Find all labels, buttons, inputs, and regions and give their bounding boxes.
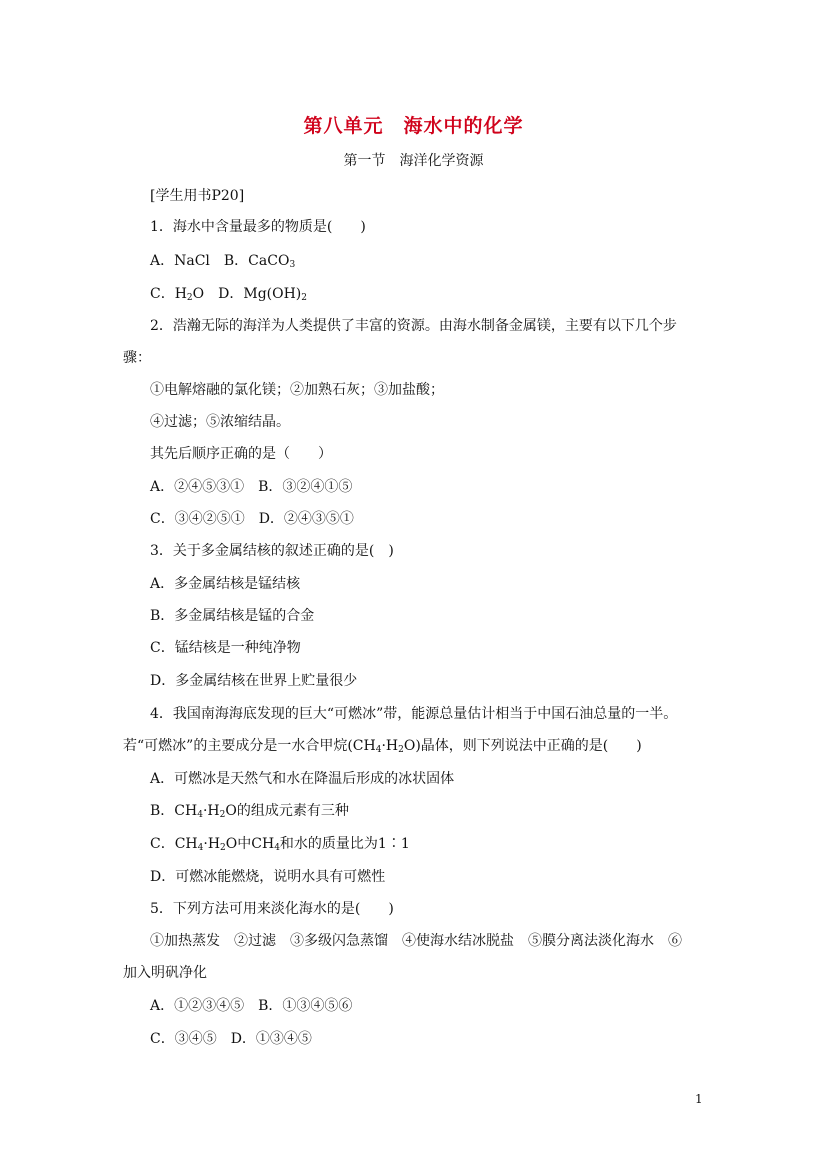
question-3-option-c: C．锰结核是一种纯净物 <box>150 640 301 656</box>
question-2-options-ab: A．②④⑤③① B．③②④①⑤ <box>150 479 353 495</box>
question-3-option-b: B．多金属结核是锰的合金 <box>150 608 315 624</box>
unit-title: 第八单元 海水中的化学 <box>303 115 524 137</box>
question-4-option-d: D．可燃冰能燃烧，说明水具有可燃性 <box>150 869 386 885</box>
question-2-ask: 其先后顺序正确的是（ ） <box>150 446 332 462</box>
question-3-option-a: A．多金属结核是锰结核 <box>150 576 301 592</box>
question-4-stem-line2: 若“可燃冰”的主要成分是一水合甲烷$(CH_4\cdot H_2O)$晶体，则下列说法中正确的是( ) <box>123 738 642 755</box>
question-5-methods-line2: 加入明矾净化 <box>123 965 207 981</box>
question-3-stem: 3．关于多金属结核的叙述正确的是( ) <box>150 543 394 559</box>
question-5-methods-line1: ①加热蒸发 ②过滤 ③多级闪急蒸馏 ④使海水结冰脱盐 ⑤膜分离法淡化海水 ⑥ <box>150 933 682 949</box>
question-2-stem-line1: 2．浩瀚无际的海洋为人类提供了丰富的资源。由海水制备金属镁，主要有以下几个步 <box>150 318 677 334</box>
book-reference: [学生用书P20] <box>150 188 245 204</box>
question-1-stem: 1．海水中含量最多的物质是( ) <box>150 219 366 235</box>
question-4-stem-line1: 4．我国南海海底发现的巨大“可燃冰”带，能源总量估计相当于中国石油总量的一半。 <box>150 706 678 722</box>
question-2-steps-line1: ①电解熔融的氯化镁；②加熟石灰；③加盐酸； <box>150 382 444 398</box>
question-2-stem-line2: 骤： <box>123 350 151 366</box>
question-5-options-cd: C．③④⑤ D．①③④⑤ <box>150 1031 312 1047</box>
question-2-steps-line2: ④过滤；⑤浓缩结晶。 <box>150 414 290 430</box>
question-1-options-ab: A．NaCl B．CaCO$_3$ <box>150 253 296 270</box>
question-5-options-ab: A．①②③④⑤ B．①③④⑤⑥ <box>150 998 353 1014</box>
question-5-stem: 5．下列方法可用来淡化海水的是( ) <box>150 901 394 917</box>
question-2-options-cd: C．③④②⑤① D．②④③⑤① <box>150 511 354 527</box>
page-number: 1 <box>695 1092 703 1106</box>
question-1-options-cd: C．$H_2O$ D．$Mg(OH)_2$ <box>150 286 307 303</box>
section-subtitle: 第一节 海洋化学资源 <box>343 153 484 169</box>
question-3-option-d: D．多金属结核在世界上贮量很少 <box>150 673 358 689</box>
question-4-option-a: A．可燃冰是天然气和水在降温后形成的冰状固体 <box>150 771 455 787</box>
question-4-option-c: C．$CH_4\cdot H_2O$中$CH_4$和水的质量比为1∶1 <box>150 836 410 853</box>
question-4-option-b: B．$CH_4\cdot H_2O$的组成元素有三种 <box>150 803 349 820</box>
